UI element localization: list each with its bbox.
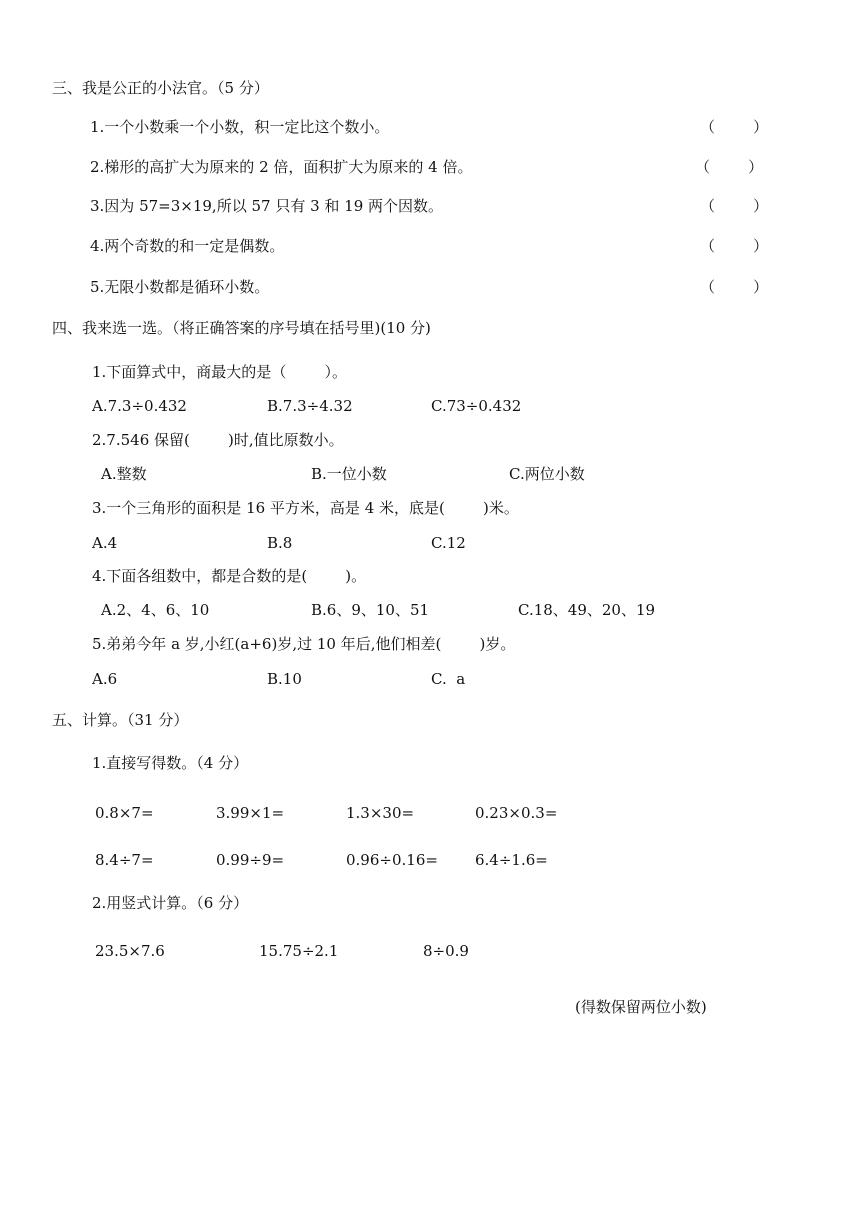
judge-item-1: 1.一个小数乘一个小数，积一定比这个数小。 — [90, 118, 390, 136]
choice-q3-option-b: B.8 — [267, 534, 293, 552]
choice-q5-option-a: A.6 — [92, 670, 118, 688]
oral-calc-r1-c3: 1.3×30= — [346, 804, 415, 822]
judge-item-3: 3.因为 57=3×19,所以 57 只有 3 和 19 两个因数。 — [90, 197, 444, 215]
oral-calc-r1-c1: 0.8×7= — [95, 804, 154, 822]
judge-answer-blank-3[interactable]: （ ） — [700, 197, 769, 215]
oral-calc-r1-c2: 3.99×1= — [216, 804, 285, 822]
section-4-title: 四、我来选一选。（将正确答案的序号填在括号里)(10 分) — [52, 319, 431, 337]
oral-calc-r1-c4: 0.23×0.3= — [475, 804, 558, 822]
oral-calc-r2-c3: 0.96÷0.16= — [346, 851, 438, 869]
oral-calc-r2-c2: 0.99÷9= — [216, 851, 285, 869]
choice-q4-option-b: B.6、9、10、51 — [311, 601, 430, 619]
choice-q1-option-c: C.73÷0.432 — [431, 397, 522, 415]
choice-q4-option-c: C.18、49、20、19 — [518, 601, 656, 619]
choice-question-3: 3.一个三角形的面积是 16 平方米，高是 4 米，底是( )米。 — [92, 499, 519, 517]
judge-answer-blank-2[interactable]: （ ） — [695, 158, 764, 176]
section-3-title: 三、我是公正的小法官。（5 分） — [52, 79, 269, 97]
choice-q5-option-b: B.10 — [267, 670, 302, 688]
vertical-calc-problem-2: 15.75÷2.1 — [259, 942, 339, 960]
vertical-calc-problem-1: 23.5×7.6 — [95, 942, 165, 960]
choice-q2-option-a: A.整数 — [101, 465, 147, 483]
section-5-title: 五、计算。（31 分） — [52, 711, 189, 729]
judge-answer-blank-5[interactable]: （ ） — [700, 278, 769, 296]
rounding-note: (得数保留两位小数) — [575, 998, 707, 1016]
vertical-calc-problem-3: 8÷0.9 — [423, 942, 469, 960]
judge-item-5: 5.无限小数都是循环小数。 — [90, 278, 270, 296]
choice-q5-option-c: C. a — [431, 670, 466, 688]
judge-answer-blank-4[interactable]: （ ） — [700, 237, 769, 255]
judge-answer-blank-1[interactable]: （ ） — [700, 118, 769, 136]
judge-item-4: 4.两个奇数的和一定是偶数。 — [90, 237, 285, 255]
choice-q2-option-b: B.一位小数 — [311, 465, 387, 483]
vertical-calc-title: 2.用竖式计算。（6 分） — [92, 894, 249, 912]
choice-q2-option-c: C.两位小数 — [509, 465, 585, 483]
choice-q1-option-a: A.7.3÷0.432 — [92, 397, 187, 415]
choice-question-2: 2.7.546 保留( )时,值比原数小。 — [92, 431, 344, 449]
choice-q3-option-c: C.12 — [431, 534, 466, 552]
judge-item-2: 2.梯形的高扩大为原来的 2 倍，面积扩大为原来的 4 倍。 — [90, 158, 473, 176]
oral-calc-title: 1.直接写得数。（4 分） — [92, 754, 249, 772]
choice-q1-option-b: B.7.3÷4.32 — [267, 397, 353, 415]
choice-q3-option-a: A.4 — [92, 534, 118, 552]
oral-calc-r2-c4: 6.4÷1.6= — [475, 851, 548, 869]
choice-question-1: 1.下面算式中，商最大的是（ ）。 — [92, 363, 347, 381]
choice-q4-option-a: A.2、4、6、10 — [101, 601, 210, 619]
oral-calc-r2-c1: 8.4÷7= — [95, 851, 154, 869]
choice-question-5: 5.弟弟今年 a 岁,小红(a+6)岁,过 10 年后,他们相差( )岁。 — [92, 635, 516, 653]
choice-question-4: 4.下面各组数中，都是合数的是( )。 — [92, 567, 367, 585]
